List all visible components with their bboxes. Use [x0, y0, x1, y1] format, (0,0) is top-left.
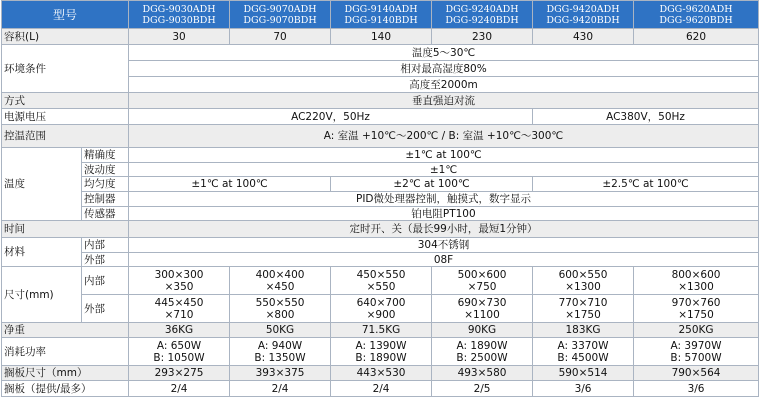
size-line: ×1750	[678, 308, 714, 321]
model-name-a: DGG-9070ADH	[243, 3, 317, 15]
model-cell	[533, 1, 634, 29]
capacity-value: 620	[634, 29, 759, 45]
power-line: B: 1890W	[355, 351, 407, 364]
sensor-value: 铂电阻PT100	[129, 207, 759, 221]
size-inner-value	[533, 267, 634, 295]
sub-label: 精确度	[82, 148, 129, 163]
power-consumption-row	[2, 338, 759, 366]
row-label: 温度	[2, 148, 82, 221]
row-label: 环境条件	[2, 45, 129, 93]
size-outer-value	[533, 295, 634, 323]
row-label: 搁板（提供/最多）	[2, 381, 129, 397]
power-row	[2, 109, 759, 125]
shelf-count-row	[2, 381, 759, 397]
size-line: 500×600	[457, 268, 507, 281]
size-row	[2, 267, 759, 295]
row-label: 时间	[2, 221, 129, 238]
capacity-value: 70	[230, 29, 331, 45]
shelf-count-value: 2/4	[331, 381, 432, 397]
size-outer-value	[634, 295, 759, 323]
material-inner-value: 304不锈钢	[129, 238, 759, 253]
power-value-b: AC380V，50Hz	[533, 109, 759, 125]
size-line: ×1750	[565, 308, 601, 321]
weight-value: 71.5KG	[331, 323, 432, 338]
size-line: ×450	[265, 280, 295, 293]
material-outer-value: 08F	[129, 253, 759, 267]
model-cell	[634, 1, 759, 29]
power-line: B: 1350W	[254, 351, 306, 364]
model-name-b: DGG-9240BDH	[445, 14, 519, 26]
power-line: B: 2500W	[456, 351, 508, 364]
size-inner-value	[634, 267, 759, 295]
capacity-value: 430	[533, 29, 634, 45]
capacity-value: 30	[129, 29, 230, 45]
material-row	[2, 253, 759, 267]
shelf-size-value: 443×530	[331, 366, 432, 381]
size-inner-value	[230, 267, 331, 295]
power-consumption-value	[230, 338, 331, 366]
size-line: 400×400	[255, 268, 305, 281]
capacity-row	[2, 29, 759, 45]
size-line: 300×300	[154, 268, 204, 281]
row-label: 方式	[2, 93, 129, 109]
power-line: A: 1890W	[456, 339, 508, 352]
spec-table	[1, 0, 759, 397]
model-name-a: DGG-9140ADH	[344, 3, 418, 15]
environment-temperature: 温度5～30℃	[129, 45, 759, 61]
size-line: 600×550	[558, 268, 608, 281]
shelf-size-value: 790×564	[634, 366, 759, 381]
model-cell	[432, 1, 533, 29]
size-outer-value	[331, 295, 432, 323]
shelf-size-value: 590×514	[533, 366, 634, 381]
model-name-a: DGG-9620ADH	[659, 3, 733, 15]
model-name-b: DGG-9030BDH	[142, 14, 216, 26]
method-row	[2, 93, 759, 109]
size-line: ×1300	[565, 280, 601, 293]
shelf-count-value: 2/4	[230, 381, 331, 397]
fluctuation-value: ±1℃	[129, 163, 759, 177]
size-line: ×350	[164, 280, 194, 293]
row-label: 控温范围	[2, 125, 129, 148]
method-value: 垂直强迫对流	[129, 93, 759, 109]
sub-label: 外部	[82, 253, 129, 267]
temp-row	[2, 192, 759, 207]
size-line: 550×550	[255, 296, 305, 309]
uniformity-value: ±1℃ at 100℃	[129, 177, 331, 192]
size-outer-value	[230, 295, 331, 323]
size-line: 445×450	[154, 296, 204, 309]
power-line: A: 650W	[156, 339, 202, 352]
temp-row	[2, 177, 759, 192]
row-label: 材料	[2, 238, 82, 267]
shelf-size-value: 493×580	[432, 366, 533, 381]
size-line: ×750	[467, 280, 497, 293]
weight-value: 90KG	[432, 323, 533, 338]
model-cell	[230, 1, 331, 29]
model-name-a: DGG-9030ADH	[142, 3, 216, 15]
model-header: 型号	[2, 1, 129, 29]
size-row	[2, 295, 759, 323]
size-line: 450×550	[356, 268, 406, 281]
row-label: 电源电压	[2, 109, 129, 125]
size-line: 770×710	[558, 296, 608, 309]
controller-value: PID微处理器控制，触摸式，数字显示	[129, 192, 759, 207]
row-label: 搁板尺寸（mm）	[2, 366, 129, 381]
power-line: A: 940W	[257, 339, 303, 352]
weight-value: 50KG	[230, 323, 331, 338]
power-value-a: AC220V，50Hz	[129, 109, 533, 125]
power-line: A: 1390W	[355, 339, 407, 352]
shelf-count-value: 3/6	[634, 381, 759, 397]
size-line: ×550	[366, 280, 396, 293]
size-outer-value	[129, 295, 230, 323]
size-line: ×710	[164, 308, 194, 321]
timer-row	[2, 221, 759, 238]
size-line: 640×700	[356, 296, 406, 309]
material-row	[2, 238, 759, 253]
model-cell	[129, 1, 230, 29]
size-line: ×800	[265, 308, 295, 321]
model-name-b: DGG-9070BDH	[243, 14, 317, 26]
model-name-b: DGG-9140BDH	[344, 14, 418, 26]
capacity-value: 230	[432, 29, 533, 45]
shelf-size-row	[2, 366, 759, 381]
environment-humidity: 相对最高湿度80%	[129, 61, 759, 77]
environment-row	[2, 45, 759, 61]
power-line: A: 3370W	[557, 339, 609, 352]
uniformity-value: ±2℃ at 100℃	[331, 177, 533, 192]
power-line: B: 1050W	[153, 351, 205, 364]
power-consumption-value	[331, 338, 432, 366]
control-range-value: A: 室温 +10℃～200℃ / B: 室温 +10℃～300℃	[129, 125, 759, 148]
weight-value: 250KG	[634, 323, 759, 338]
sub-label: 内部	[82, 238, 129, 253]
row-label: 净重	[2, 323, 129, 338]
sub-label: 传感器	[82, 207, 129, 221]
power-line: A: 3970W	[670, 339, 722, 352]
temp-row	[2, 163, 759, 177]
power-consumption-value	[432, 338, 533, 366]
precision-value: ±1℃ at 100℃	[129, 148, 759, 163]
power-consumption-value	[634, 338, 759, 366]
power-line: B: 4500W	[557, 351, 609, 364]
shelf-count-value: 2/4	[129, 381, 230, 397]
temp-row	[2, 207, 759, 221]
shelf-count-value: 3/6	[533, 381, 634, 397]
model-cell	[331, 1, 432, 29]
power-line: B: 5700W	[670, 351, 722, 364]
size-outer-value	[432, 295, 533, 323]
size-line: 690×730	[457, 296, 507, 309]
environment-altitude: 高度至2000m	[129, 77, 759, 93]
size-inner-value	[432, 267, 533, 295]
weight-value: 183KG	[533, 323, 634, 338]
size-inner-value	[331, 267, 432, 295]
capacity-value: 140	[331, 29, 432, 45]
model-name-a: DGG-9420ADH	[546, 3, 620, 15]
shelf-size-value: 393×375	[230, 366, 331, 381]
temp-row	[2, 148, 759, 163]
size-line: ×900	[366, 308, 396, 321]
control-range-row	[2, 125, 759, 148]
shelf-size-value: 293×275	[129, 366, 230, 381]
timer-value: 定时开、关（最长99小时，最短1分钟）	[129, 221, 759, 238]
sub-label: 控制器	[82, 192, 129, 207]
header-row	[2, 1, 759, 29]
size-line: ×1100	[464, 308, 500, 321]
sub-label: 外部	[82, 295, 129, 323]
model-name-b: DGG-9420BDH	[546, 14, 620, 26]
sub-label: 内部	[82, 267, 129, 295]
weight-value: 36KG	[129, 323, 230, 338]
weight-row	[2, 323, 759, 338]
row-label: 容积(L)	[2, 29, 129, 45]
power-consumption-value	[129, 338, 230, 366]
sub-label: 波动度	[82, 163, 129, 177]
size-line: 800×600	[671, 268, 721, 281]
size-line: ×1300	[678, 280, 714, 293]
model-name-b: DGG-9620BDH	[659, 14, 733, 26]
row-label: 尺寸(mm)	[2, 267, 82, 323]
shelf-count-value: 2/5	[432, 381, 533, 397]
row-label: 消耗功率	[2, 338, 129, 366]
sub-label: 均匀度	[82, 177, 129, 192]
uniformity-value: ±2.5℃ at 100℃	[533, 177, 759, 192]
power-consumption-value	[533, 338, 634, 366]
model-name-a: DGG-9240ADH	[445, 3, 519, 15]
size-inner-value	[129, 267, 230, 295]
size-line: 970×760	[671, 296, 721, 309]
